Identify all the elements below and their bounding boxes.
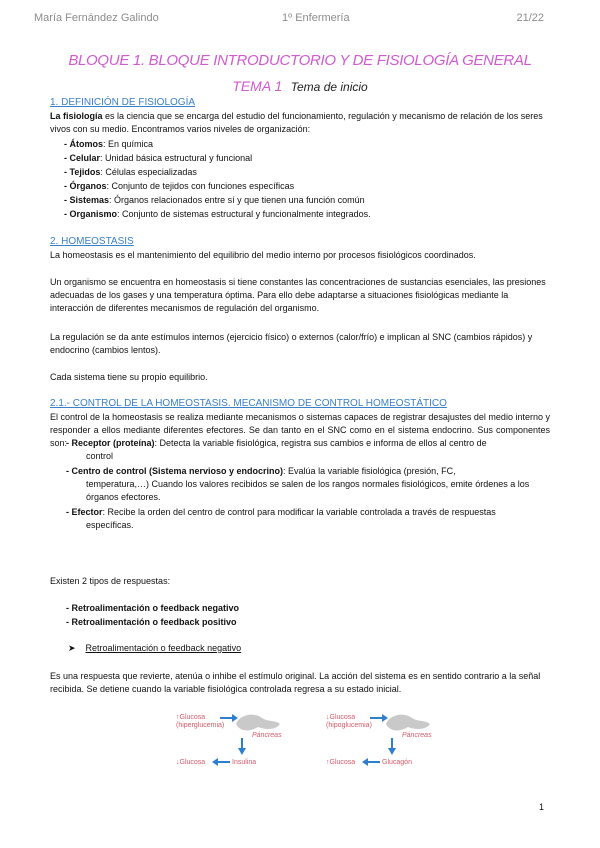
list-item <box>64 165 544 179</box>
diagram-label: (hiperglucemia) <box>176 722 225 729</box>
level-term: - Sistemas <box>64 195 110 205</box>
feedback-negativo-explanation: Es una respuesta que revierte, atenúa o inhibe el estímulo original. La acción del sistema es en sentido contrario a la señal recibida. Se detiene cuando la variable fisiológica controlada regresa a su estado inicial. <box>50 671 541 694</box>
definicion-term: La fisiología <box>50 111 103 121</box>
page-header <box>34 12 544 26</box>
component-term: - Efector <box>66 507 103 517</box>
diagram-label: ↓Glucosa <box>176 759 206 766</box>
list-item: - Retroalimentación o feedback negativo <box>66 603 240 613</box>
list-item <box>64 193 544 207</box>
arrow-down-icon <box>386 738 398 756</box>
list-item <box>64 207 544 221</box>
component-term: - Receptor (proteína) <box>66 438 155 448</box>
diagram-label: Insulina <box>232 759 257 766</box>
component-desc-cont: específicas. <box>86 520 134 530</box>
tema-heading <box>0 78 600 96</box>
list-item <box>64 179 544 193</box>
homeostasis-p1: La homeostasis es el mantenimiento del equilibrio del medio interno por procesos fisiológicos coordinados. <box>50 250 476 260</box>
header-course: 1º Enfermería <box>282 12 350 24</box>
document-title: BLOQUE 1. BLOQUE INTRODUCTORIO Y DE FISIOLOGÍA GENERAL <box>68 52 532 69</box>
level-term: - Tejidos <box>64 167 101 177</box>
levels-list <box>64 137 544 221</box>
level-desc: : Conjunto de tejidos con funciones específicas <box>106 181 295 191</box>
level-desc: : Unidad básica estructural y funcional <box>100 153 253 163</box>
level-desc: : Órganos relacionados entre sí y que tienen una función común <box>109 195 365 205</box>
homeostasis-p3: La regulación se da ante estímulos internos (ejercicio físico) o externos (calor/frío) e implican al SNC (cambios rápidos) y endocrino (cambios lentos). <box>50 332 533 355</box>
level-desc: : Células especializadas <box>100 167 197 177</box>
component-desc: : Recibe la orden del centro de control para modificar la variable controlada a través de respuestas <box>102 507 496 517</box>
diagram-label: ↑Glucosa <box>326 759 356 766</box>
level-term: - Órganos <box>64 181 107 191</box>
list-item <box>64 137 544 151</box>
homeostasis-p4: Cada sistema tiene su propio equilibrio. <box>50 372 208 382</box>
list-item <box>66 465 540 504</box>
level-desc: : En química <box>103 139 154 149</box>
level-desc: : Conjunto de sistemas estructural y funcionalmente integrados. <box>117 209 371 219</box>
list-item <box>66 506 540 532</box>
tema-label: TEMA 1 <box>232 78 283 94</box>
section-heading-control: 2.1.- CONTROL DE LA HOMEOSTASIS. MECANISMO DE CONTROL HOMEOSTÁTICO <box>50 398 447 409</box>
section-heading-definicion: 1. DEFINICIÓN DE FISIOLOGÍA <box>50 97 196 108</box>
diagram-label: (hipoglucemia) <box>326 722 372 729</box>
components-list <box>66 437 540 532</box>
component-term: - Centro de control (Sistema nervioso y endocrino) <box>66 466 284 476</box>
tema-subtitle: Tema de inicio <box>290 80 368 94</box>
page-number: 1 <box>538 802 544 812</box>
level-term: - Organismo <box>64 209 118 219</box>
subheading-feedback-negativo <box>68 643 241 654</box>
arrow-left-icon <box>210 756 232 768</box>
diagram-label: ↑Glucosa <box>176 714 206 721</box>
arrowhead-bullet-icon: ➤ <box>68 643 76 653</box>
component-desc-cont: control <box>86 451 114 461</box>
diagram-organ-label: Páncreas <box>252 732 282 739</box>
list-item <box>66 437 540 463</box>
header-page-count: 21/22 <box>516 12 544 24</box>
component-desc: : Detecta la variable fisiológica, registra sus cambios e informa de ellos al centro de <box>154 438 487 448</box>
homeostasis-p2: Un organismo se encuentra en homeostasis si tiene constantes las concentraciones de sustancias esenciales, las presiones adecuadas de los gases y una temperatura óptima. Para ello debe adaptarse a situaciones fisiológicas mediante la interacción de diferentes mecanismos de regulación del organismo. <box>50 277 546 313</box>
list-item <box>64 151 544 165</box>
component-desc-cont: temperatura,…) Cuando los valores recibidos se salen de los rangos normales fisiológicos, emite órdenes a los órganos efectores. <box>86 479 530 502</box>
arrow-down-icon <box>236 738 248 756</box>
diagram-organ-label: Páncreas <box>402 732 432 739</box>
diagram-label: ↓Glucosa <box>326 714 356 721</box>
level-term: - Átomos <box>64 139 103 149</box>
level-term: - Celular <box>64 153 101 163</box>
control-intro: El control de la homeostasis se realiza mediante mecanismos o sistemas capaces de registrar desajustes del medio interno y responder a ellos mediante diferentes efectores. Se dan tanto en el SNC como en el sistema endocrino. Sus componentes son: <box>50 412 550 448</box>
definicion-text: es la ciencia que se encarga del estudio del funcionamiento, regulación y mecanismo de relación de los seres vivos con su medio. Encontramos varios niveles de organización: <box>50 111 543 134</box>
diagram-hyperglycemia <box>172 712 292 772</box>
diagram-hypoglycemia <box>322 712 442 772</box>
list-item: - Retroalimentación o feedback positivo <box>66 617 237 627</box>
diagram-label: Glucagón <box>382 759 412 766</box>
definicion-paragraph <box>50 110 550 136</box>
header-author: María Fernández Galindo <box>34 12 159 24</box>
section-heading-homeostasis: 2. HOMEOSTASIS <box>50 236 134 247</box>
arrow-left-icon <box>360 756 382 768</box>
types-list <box>66 601 546 629</box>
subheading-label: Retroalimentación o feedback negativo <box>85 643 242 653</box>
component-desc: : Evalúa la variable fisiológica (presión, FC, <box>283 466 456 476</box>
types-intro: Existen 2 tipos de respuestas: <box>50 576 171 586</box>
